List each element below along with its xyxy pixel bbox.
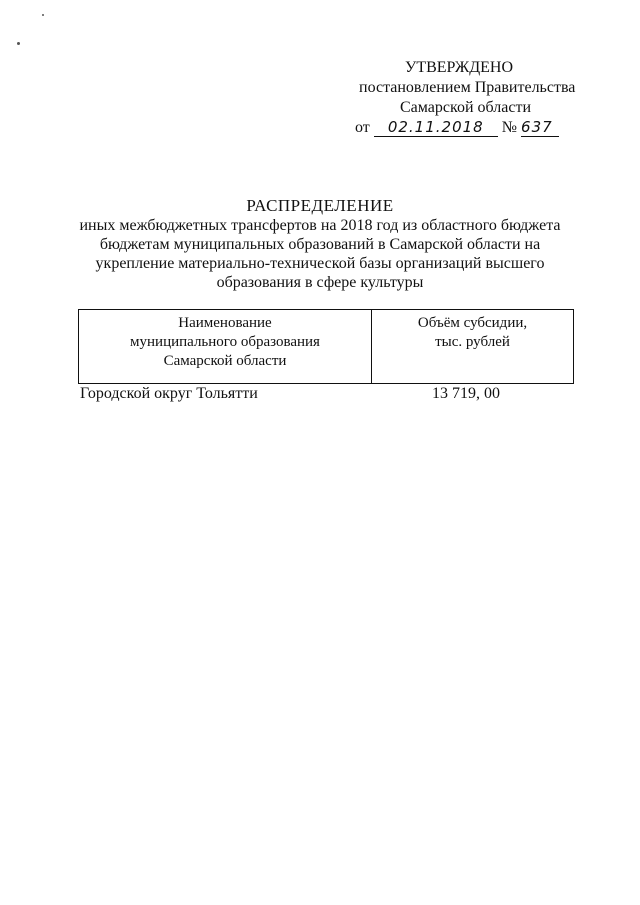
table-row [80, 384, 574, 404]
document-title: РАСПРЕДЕЛЕНИЕ [246, 196, 394, 215]
approval-line-1: постановлением Правительства [359, 79, 576, 96]
approval-title: УТВЕРЖДЕНО [405, 59, 514, 76]
column-header-line: Наименование [178, 315, 272, 331]
document-subtitle-line: бюджетам муниципальных образований в Самарской области на [99, 236, 541, 253]
approval-number: 637 [521, 118, 559, 137]
column-header-line: муниципального образования [130, 334, 320, 350]
approval-stamp [340, 58, 580, 138]
subsidy-amount: 13 719, 00 [432, 385, 500, 402]
column-header-name [79, 310, 372, 383]
document-subtitle-line: образования в сфере культуры [216, 274, 424, 291]
approval-reference [340, 118, 580, 138]
scan-speck [17, 42, 20, 45]
table-header [78, 309, 574, 384]
column-header-line: тыс. рублей [435, 334, 510, 350]
column-header-value [372, 310, 573, 383]
municipality-name: Городской округ Тольятти [80, 385, 258, 402]
approval-date: 02.11.2018 [374, 118, 498, 137]
approval-line-2: Самарской области [400, 99, 531, 116]
document-heading [60, 196, 580, 292]
number-prefix: № [501, 119, 518, 136]
column-header-line: Объём субсидии, [417, 315, 528, 331]
document-subtitle-line: иных межбюджетных трансфертов на 2018 год из областного бюджета [79, 217, 561, 234]
column-header-line: Самарской области [163, 353, 287, 369]
scan-speck [42, 14, 44, 16]
date-prefix: от [355, 119, 370, 136]
document-subtitle-line: укрепление материально-технической базы организаций высшего [95, 255, 545, 272]
